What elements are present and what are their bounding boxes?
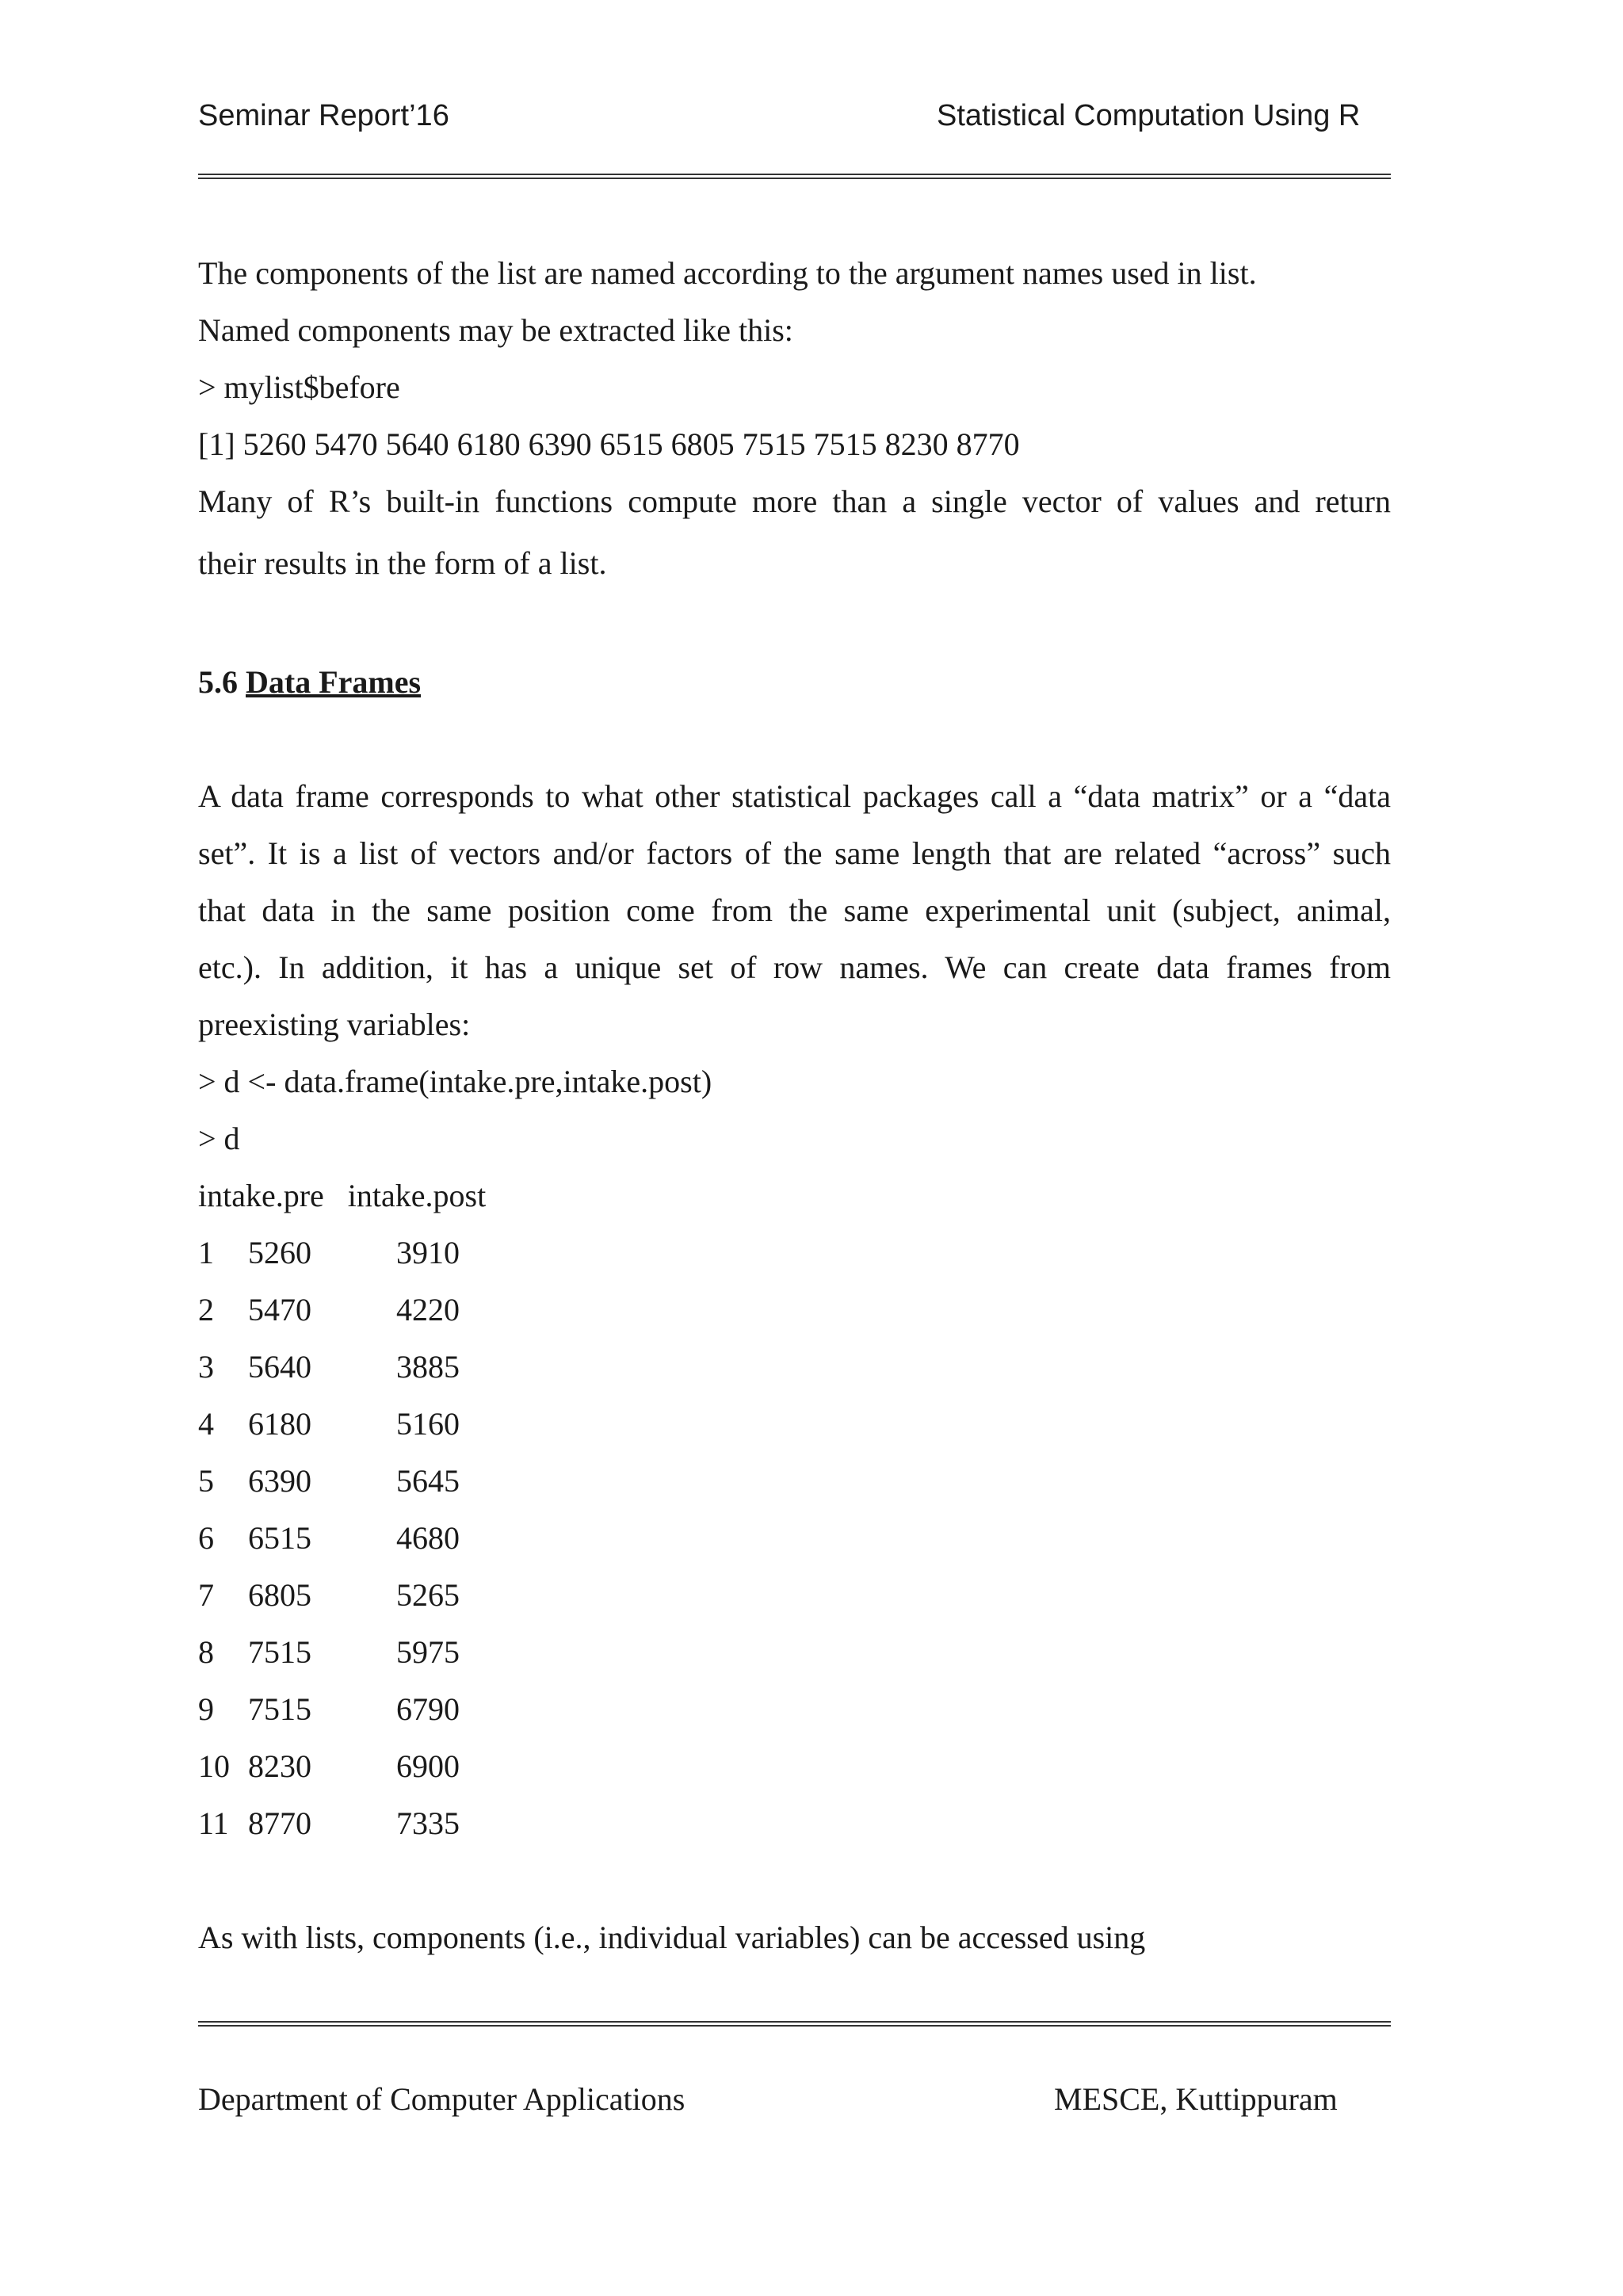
header-document-title: Statistical Computation Using R bbox=[937, 99, 1361, 132]
paragraph-line-3: that data in the same position come from the same experimental unit (subject, animal, bbox=[198, 892, 1391, 928]
intake-post-cell: 5645 bbox=[396, 1463, 460, 1499]
closing-line: As with lists, components (i.e., individual variables) can be accessed using bbox=[198, 1920, 1146, 1955]
intake-post-cell: 3885 bbox=[396, 1349, 460, 1385]
paragraph-line-5: preexisting variables: bbox=[198, 1007, 471, 1042]
header-report-title: Seminar Report’16 bbox=[198, 99, 449, 132]
intake-post-cell: 3910 bbox=[396, 1235, 460, 1270]
intake-pre-cell: 6390 bbox=[248, 1463, 311, 1499]
row-index: 1 bbox=[198, 1235, 214, 1270]
code-line-mylist: > mylist$before bbox=[198, 369, 400, 405]
intro-line-6: their results in the form of a list. bbox=[198, 545, 607, 581]
section-title: Data Frames bbox=[246, 664, 422, 700]
output-line-before: [1] 5260 5470 5640 6180 6390 6515 6805 7515 7515 8230 8770 bbox=[198, 426, 1020, 462]
intake-pre-cell: 5640 bbox=[248, 1349, 311, 1385]
intake-post-cell: 5975 bbox=[396, 1634, 460, 1670]
row-index: 8 bbox=[198, 1634, 214, 1670]
intake-pre-cell: 5470 bbox=[248, 1292, 311, 1328]
row-index: 11 bbox=[198, 1805, 229, 1841]
row-index: 10 bbox=[198, 1748, 230, 1784]
intake-pre-cell: 6180 bbox=[248, 1406, 311, 1442]
section-number: 5.6 bbox=[198, 664, 238, 700]
intake-pre-cell: 6805 bbox=[248, 1577, 311, 1613]
code-line-d: > d bbox=[198, 1121, 240, 1156]
intro-line-1: The components of the list are named according to the argument names used in list. bbox=[198, 255, 1257, 291]
intake-pre-cell: 7515 bbox=[248, 1634, 311, 1670]
row-index: 6 bbox=[198, 1520, 214, 1556]
intake-post-cell: 7335 bbox=[396, 1805, 460, 1841]
intake-pre-cell: 8770 bbox=[248, 1805, 311, 1841]
footer-institution: MESCE, Kuttippuram bbox=[1054, 2081, 1338, 2117]
intake-pre-cell: 5260 bbox=[248, 1235, 311, 1270]
code-line-dataframe: > d <- data.frame(intake.pre,intake.post) bbox=[198, 1064, 712, 1099]
footer-department: Department of Computer Applications bbox=[198, 2081, 685, 2117]
intake-pre-cell: 6515 bbox=[248, 1520, 311, 1556]
intake-post-cell: 4220 bbox=[396, 1292, 460, 1328]
intake-post-cell: 5265 bbox=[396, 1577, 460, 1613]
intake-pre-cell: 8230 bbox=[248, 1748, 311, 1784]
intro-line-2: Named components may be extracted like this: bbox=[198, 312, 793, 348]
paragraph-line-1: A data frame corresponds to what other statistical packages call a “data matrix” or a “data bbox=[198, 778, 1391, 814]
paragraph-line-2: set”. It is a list of vectors and/or factors of the same length that are related “across” such bbox=[198, 835, 1391, 871]
row-index: 4 bbox=[198, 1406, 214, 1442]
intake-post-cell: 6900 bbox=[396, 1748, 460, 1784]
row-index: 5 bbox=[198, 1463, 214, 1499]
header-rule bbox=[198, 174, 1391, 179]
intake-post-cell: 5160 bbox=[396, 1406, 460, 1442]
paragraph-line-4: etc.). In addition, it has a unique set of row names. We can create data frames from bbox=[198, 949, 1391, 985]
row-index: 9 bbox=[198, 1691, 214, 1727]
intake-pre-cell: 7515 bbox=[248, 1691, 311, 1727]
intake-post-cell: 4680 bbox=[396, 1520, 460, 1556]
table-header: intake.pre intake.post bbox=[198, 1178, 487, 1213]
intake-post-cell: 6790 bbox=[396, 1691, 460, 1727]
footer-rule bbox=[198, 2021, 1391, 2027]
row-index: 7 bbox=[198, 1577, 214, 1613]
section-heading bbox=[198, 662, 1391, 703]
row-index: 2 bbox=[198, 1292, 214, 1328]
intro-line-5: Many of R’s built-in functions compute more than a single vector of values and return bbox=[198, 483, 1391, 519]
row-index: 3 bbox=[198, 1349, 214, 1385]
